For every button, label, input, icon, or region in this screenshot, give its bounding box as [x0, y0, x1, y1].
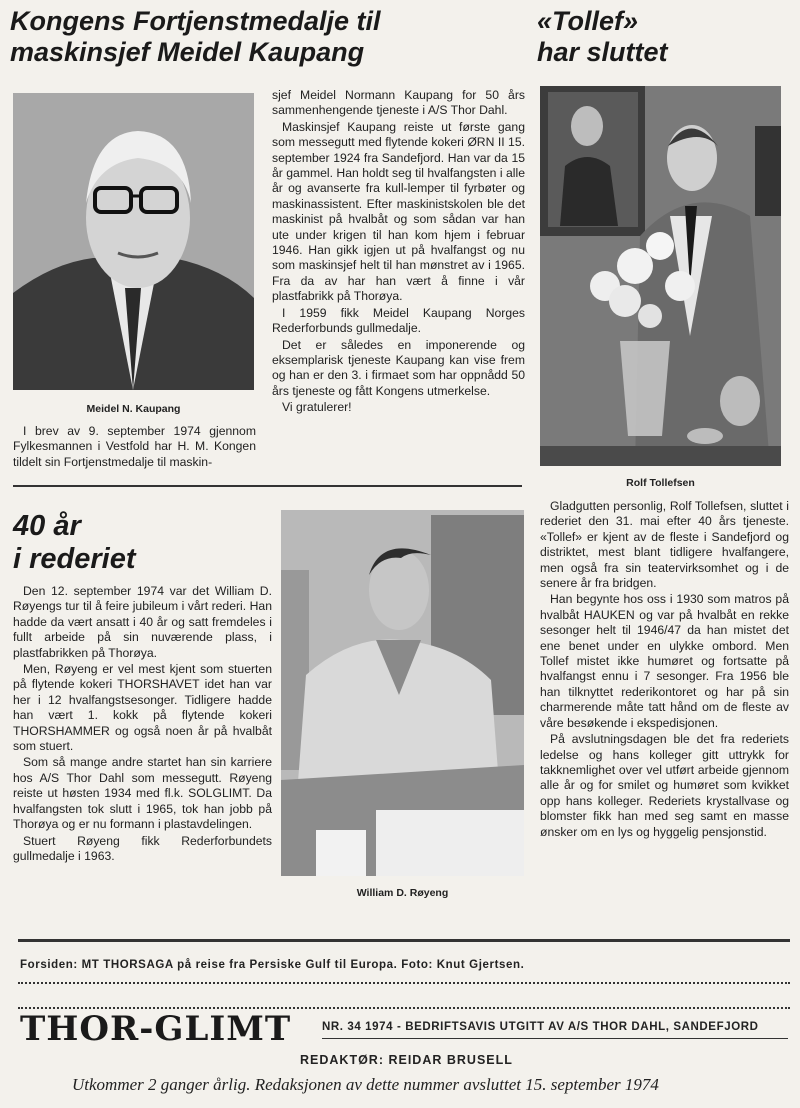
article3-headline-line1: 40 år — [13, 510, 81, 542]
photo-caption-tollefsen: Rolf Tollefsen — [626, 477, 695, 489]
article1-col2-paragraph: Maskinsjef Kaupang reiste ut første gang som messegutt med flytende kokeri ØRN II 15. september 1924 fra Sandefjord. Han var da 15 år gammel. Han holdt seg til hvalfangsten i alle år og avanserte fra kull-lemper til fyrbøter og maskinassistent. Efter maskinistskolen ble det maskinist på hvalbåt og som sådan var han ute under krigen til han kom hjem i februar 1946. Han gikk igjen ut på hvalfangst og nu som maskinsjef helt til han mønstret av i 1965. Fra da av har han vært å finne i vår plastfabrikk på Thorøya. — [272, 119, 525, 304]
photo-rolf-tollefsen — [540, 86, 781, 466]
editor-line: REDAKTØR: REIDAR BRUSELL — [300, 1053, 513, 1067]
issue-underline — [322, 1038, 788, 1039]
article3-body — [13, 584, 272, 865]
article2-headline-line1: «Tollef» — [537, 6, 639, 36]
article2-headline-line2: har sluttet — [537, 37, 668, 67]
footer-rule-top — [18, 939, 790, 942]
cover-label: Forsiden: — [20, 959, 78, 971]
article1-col2-paragraph: Vi gratulerer! — [282, 400, 352, 415]
photo-meidel-kaupang — [13, 93, 254, 390]
photo-caption-royeng: William D. Røyeng — [356, 887, 449, 899]
article1-headline-line2: maskinsjef Meidel Kaupang — [10, 37, 365, 67]
article1-col2-paragraph: Det er således en imponerende og eksemplarisk tjeneste Kaupang kan vise frem og han er den 3. i firmaet som har oppnådd 50 års tjeneste og fått Kongens utmerkelse. — [272, 337, 525, 398]
article3-paragraph: Men, Røyeng er vel mest kjent som stuerten på flytende kokeri THORSHAVET idet han var her i 12 hvalfangstsesonger. Tidligere hadde han vært 1. kokk på flytende kokeri THORSHAMMER og også noen år på hvalbåt som stuert. — [13, 662, 272, 754]
photo-caption-meidel: Meidel N. Kaupang — [86, 403, 181, 415]
article1-col2-paragraph: sjef Meidel Normann Kaupang for 50 års sammenhengende tjeneste i A/S Thor Dahl. — [272, 88, 525, 118]
photo-william-royeng — [281, 510, 524, 876]
article3-paragraph: Som så mange andre startet han sin karriere hos A/S Thor Dahl som messegutt. Røyeng reiste ut høsten 1934 med fl.k. SOLGLIMT. Da hvalfangsten tok slutt i 1965, tok han jobb på Thorøya og er nu formann i plastavdelingen. — [13, 755, 272, 832]
cover-credit — [20, 959, 524, 971]
publication-note: Utkommer 2 ganger årlig. Redaksjonen av dette nummer avsluttet 15. september 1974 — [72, 1075, 659, 1094]
article2-paragraph: På avslutningsdagen ble det fra rederiets ledelse og hans kolleger gitt uttrykk for takknemlighet over vel utført arbeide gjennom alle år og for smilet og humøret som kvikket opp hans kolleger. Rederiets krystallvase og blomster fikk han med seg samt en masse ønsker om en lys og hyggelig pensjonstid. — [540, 732, 789, 839]
article1-col1-paragraph: I brev av 9. september 1974 gjennom Fylkesmannen i Vestfold har H. M. Kongen tildelt sin Fortjenstmedalje til maskin- — [13, 424, 256, 469]
article2-body — [540, 499, 789, 841]
article1-column2 — [272, 88, 525, 417]
article1-column1 — [13, 424, 256, 471]
footer-dotted-rule-1 — [18, 982, 790, 984]
thor-glimt-logo: THOR-GLIMT — [20, 1009, 292, 1049]
article3-paragraph: Stuert Røyeng fikk Rederforbundets gullmedalje i 1963. — [13, 833, 272, 863]
article2-paragraph: Gladgutten personlig, Rolf Tollefsen, sluttet i rederiet den 31. mai efter 40 års tjeneste. «Tollef» er kjent av de fleste i Sandefjord og distriktet, mest blant tidligere hvalfangere, men også fra sin teatervirksomhet og i de senere år fra bridgen. — [540, 499, 789, 591]
article1-headline-line1: Kongens Fortjenstmedalje til — [10, 6, 381, 36]
article3-paragraph: Den 12. september 1974 var det William D. Røyengs tur til å feire jubileum i vårt rederi. Han hadde da vært ansatt i 40 år og satt fremdeles i fullt arbeide på sin nuværende plass, i plastfabrikken på Thorøya. — [13, 584, 272, 660]
issue-line: NR. 34 1974 - BEDRIFTSAVIS UTGITT AV A/S THOR DAHL, SANDEFJORD — [322, 1021, 759, 1033]
cover-text: MT THORSAGA på reise fra Persiske Gulf til Europa. Foto: Knut Gjertsen. — [81, 959, 525, 971]
section-divider — [13, 485, 522, 487]
article2-paragraph: Han begynte hos oss i 1930 som matros på hvalbåt HAUKEN og var på hvalbåt en rekke sesonger helt til 1946/47 da han mistet det ene benet under en ulykke ombord. Men Tollef mistet ikke humøret og fortsatte på hvalfangst ennu i 7 sesonger. Fra 1956 ble han tilknyttet rederikontoret og har på sin charmerende måte tatt hånd om de fleste av våre besøkende i ekspedisjonen. — [540, 592, 789, 730]
article1-col2-paragraph: I 1959 fikk Meidel Kaupang Norges Rederforbunds gullmedalje. — [272, 305, 525, 336]
article3-headline-line2: i rederiet — [13, 543, 136, 575]
